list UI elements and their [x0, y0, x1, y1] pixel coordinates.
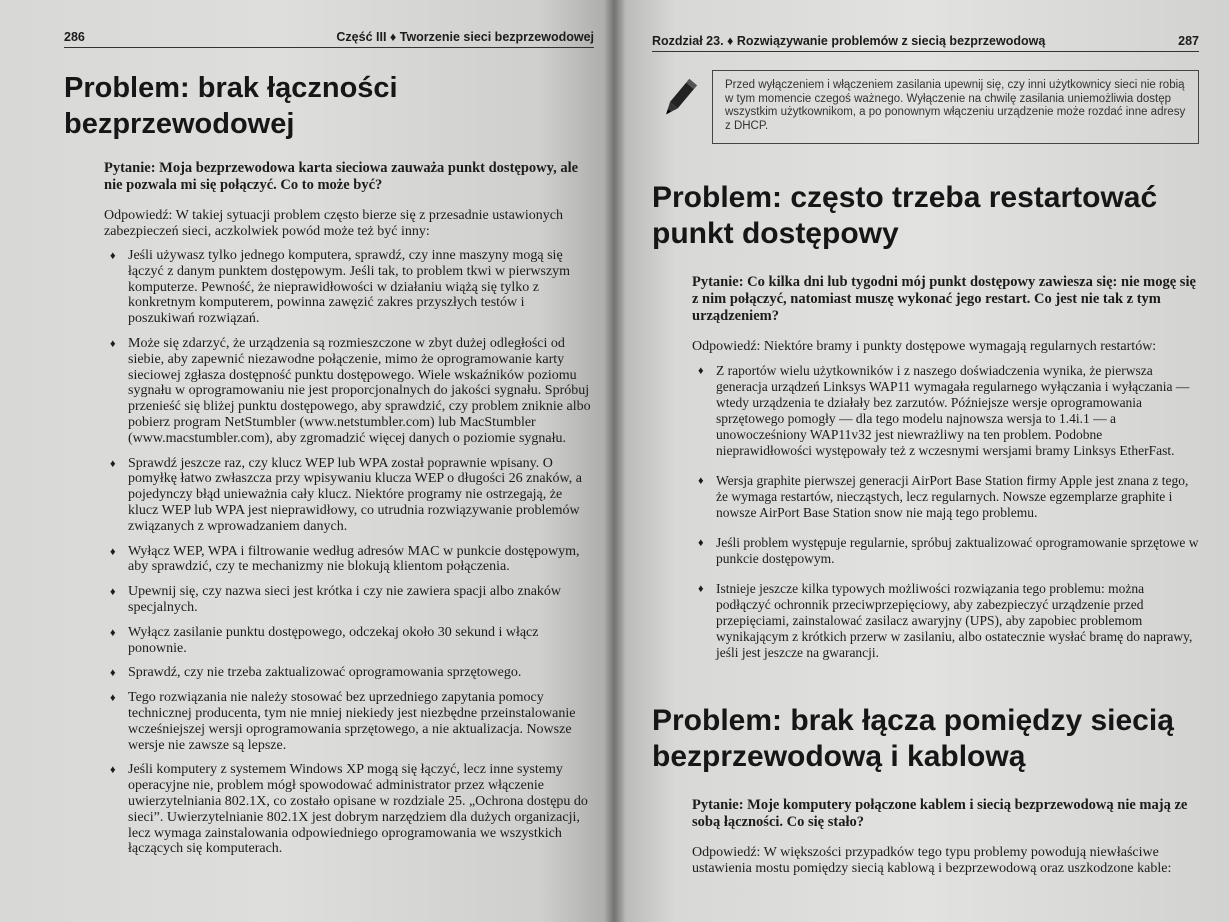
- left-question: Pytanie: Moja bezprzewodowa karta sieciowa zauważa punkt dostępowy, ale nie pozwala mi się połączyć. Co to może być?: [104, 160, 579, 193]
- list-item: ♦ Może się zdarzyć, że urządzenia są rozmieszczone w zbyt dużej odległości od siebie, aby zapewnić niezawodne połączenie, mimo że oprogramowanie karty sieciowej zgłasza dostępność punktu dostępowego. Wiele wskaźników poziomu sygnału w oprogramowaniu nie jest proporcjonalnych do jakości sygnału. Spróbuj przenieść się bliżej punktu dostępowego, aby sprawdzić, czy problem zniknie albo pobierz program NetStumbler (www.netstumbler.com) lub MacStumbler (www.macstumbler.com), aby zgromadzić więcej danych o poziomie sygnału.: [110, 335, 591, 446]
- bullet-icon: ♦: [698, 583, 704, 595]
- list-item: ♦ Sprawdź jeszcze raz, czy klucz WEP lub WPA został poprawnie wpisany. O pomyłkę łatwo zwłaszcza przy wpisywaniu klucza WEP o długości 26 znaków, a pojedynczy błąd unieważnia cały klucz. Niektóre programy nie ostrzegają, że klucz WEP lub WPA jest nieprawidłowy, co utrudnia rozwiązywanie problemów związanych z wprowadzaniem danych.: [110, 455, 582, 534]
- right-page-number: 287: [1178, 34, 1199, 48]
- left-answer: Odpowiedź: W takiej sytuacji problem często bierze się z przesadnie ustawionych zabezpieczeń sieci, aczkolwiek powód może też być inny:: [104, 208, 563, 239]
- left-page: [0, 0, 614, 922]
- bullet-icon: ♦: [698, 365, 704, 377]
- note-text: Przed wyłączeniem i włączeniem zasilania upewnij się, czy inni użytkownicy sieci nie robią w tym momencie czegoś ważnego. Wyłączenie na chwilę zasilania uniemożliwia dostęp wszystkim użytkownikom, a po ponownym włączeniu urządzenie może rozdać inne adresy z DHCP.: [725, 79, 1186, 132]
- bullet-icon: ♦: [110, 626, 116, 639]
- list-item: ♦ Wyłącz zasilanie punktu dostępowego, odczekaj około 30 sekund i włącz ponownie.: [110, 624, 539, 656]
- list-item: ♦ Jeśli komputery z systemem Windows XP mogą się łączyć, lecz inne systemy operacyjne nie, problem mógł spowodować administrator przez włączenie uwierzytelniania 802.1X, co zostało opisane w rozdziale 25. „Ochrona dostępu do sieci”. Uwierzytelnianie 802.1X jest dobrym narzędziem dla dużych organizacji, lecz wymaga zainstalowania odpowiedniego oprogramowania we wszystkich łączących się komputerach.: [110, 762, 588, 857]
- left-page-number: 286: [64, 30, 85, 44]
- right-answer: Odpowiedź: Niektóre bramy i punkty dostępowe wymagają regularnych restartów:: [692, 339, 1157, 354]
- bullet-icon: ♦: [110, 457, 116, 470]
- list-item: ♦ Z raportów wielu użytkowników i z naszego doświadczenia wynika, że pierwsza generacja urządzeń Linksys WAP11 wymagała regularnego wyłączania i wyłączania — wtedy urządzenia te działały bez zarzutów. Późniejsze wersje oprogramowania sprzętowego pomogły — dla tego modelu najnowsza wersja to 1.4i.1 — a unowocześniony WAP11v32 jest niewrażliwy na ten problem. Podobne nieprawidłowości występowały też z wczesnymi wersjami bramy Linksys EtherFast.: [698, 363, 1190, 458]
- list-item: ♦ Jeśli używasz tylko jednego komputera, sprawdź, czy inne maszyny mogą się łączyć z danym punktem dostępowym. Jeśli tak, to problem tkwi w pierwszym komputerze. Pewność, że nieprawidłowości w działaniu wiążą się tylko z konkretnym komputerem, powinna zawęzić zakres przyszłych testów i poszukiwań rozwiązań.: [110, 248, 571, 327]
- left-running-title: Część III ♦ Tworzenie sieci bezprzewodowej: [336, 30, 594, 44]
- right-page: [614, 0, 1229, 922]
- right-question: Pytanie: Co kilka dni lub tygodni mój punkt dostępowy zawiesza się: nie mogę się z nim połączyć, natomiast muszę wykonać jego restart. Co jest nie tak z tym urządzeniem?: [692, 274, 1196, 324]
- bullet-icon: ♦: [698, 475, 704, 487]
- bullet-icon: ♦: [110, 337, 116, 350]
- bullet-icon: ♦: [110, 586, 116, 599]
- bullet-icon: ♦: [110, 250, 116, 262]
- bullet-icon: ♦: [110, 545, 116, 558]
- list-item: ♦ Tego rozwiązania nie należy stosować bez uprzedniego zapytania pomocy technicznej producenta, tym nie mniej niekiedy jest niezbędne przeinstalowanie wcześniejszej wersji oprogramowania sprzętowego, a nie aktualizacja. Nowsze wersje nie zawsze są lepsze.: [110, 690, 576, 753]
- right-answer-2: Odpowiedź: W większości przypadków tego typu problemy powodują niewłaściwe ustawienia mostu pomiędzy siecią kablową i bezprzewodową oraz uszkodzone kable:: [692, 845, 1172, 876]
- pencil-icon: [657, 77, 701, 121]
- bullet-icon: ♦: [698, 537, 704, 549]
- right-question-2: Pytanie: Moje komputery połączone kablem i siecią bezprzewodową nie mają ze sobą łączności. Co się stało?: [692, 797, 1188, 830]
- right-bullet-list: [692, 363, 1199, 661]
- right-running-head: [652, 34, 1199, 52]
- list-item: ♦ Istnieje jeszcze kilka typowych możliwości rozwiązania tego problemu: można podłączyć ochronnik przeciwprzepięciowy, aby zabezpieczyć urządzenie przed przepięciami, zainstalować zasilacz awaryjny (UPS), aby zapobiec problemom wynikającym z krótkich przerw w zasilaniu, albo ostatecznie wysłać bramę do naprawy, jeśli jest jeszcze na gwarancji.: [698, 581, 1193, 660]
- left-section-heading: Problem: brak łączności bezprzewodowej: [64, 72, 398, 140]
- list-item: ♦ Jeśli problem występuje regularnie, spróbuj zaktualizować oprogramowanie sprzętowe w punkcie dostępowym.: [698, 535, 1199, 566]
- list-item: ♦ Wersja graphite pierwszej generacji AirPort Base Station firmy Apple jest znana z tego, że wymaga restartów, niecząstych, lecz regularnych. Nowsze egzemplarze graphite i nowsze AirPort Base Station snow nie mają tego problemu.: [698, 473, 1189, 520]
- bullet-icon: ♦: [110, 764, 116, 777]
- right-section-heading: Problem: często trzeba restartować punkt dostępowy: [652, 181, 1158, 250]
- bullet-icon: ♦: [110, 667, 116, 680]
- list-item: ♦ Wyłącz WEP, WPA i filtrowanie według adresów MAC w punkcie dostępowym, aby sprawdzić, czy te mechanizmy nie blokują klientom połączenia.: [110, 543, 580, 575]
- list-item: ♦ Upewnij się, czy nazwa sieci jest krótka i czy nie zawiera spacji albo znaków specjalnych.: [110, 584, 562, 615]
- list-item: ♦ Sprawdź, czy nie trzeba zaktualizować oprogramowania sprzętowego.: [110, 665, 522, 681]
- note-box: [712, 70, 1199, 144]
- bullet-icon: ♦: [110, 692, 116, 705]
- left-running-head: [64, 30, 594, 48]
- left-bullet-list: [104, 248, 594, 857]
- right-running-title: Rozdział 23. ♦ Rozwiązywanie problemów z siecią bezprzewodową: [652, 34, 1046, 48]
- right-section-heading-2: Problem: brak łącza pomiędzy siecią bezprzewodową i kablową: [652, 704, 1174, 773]
